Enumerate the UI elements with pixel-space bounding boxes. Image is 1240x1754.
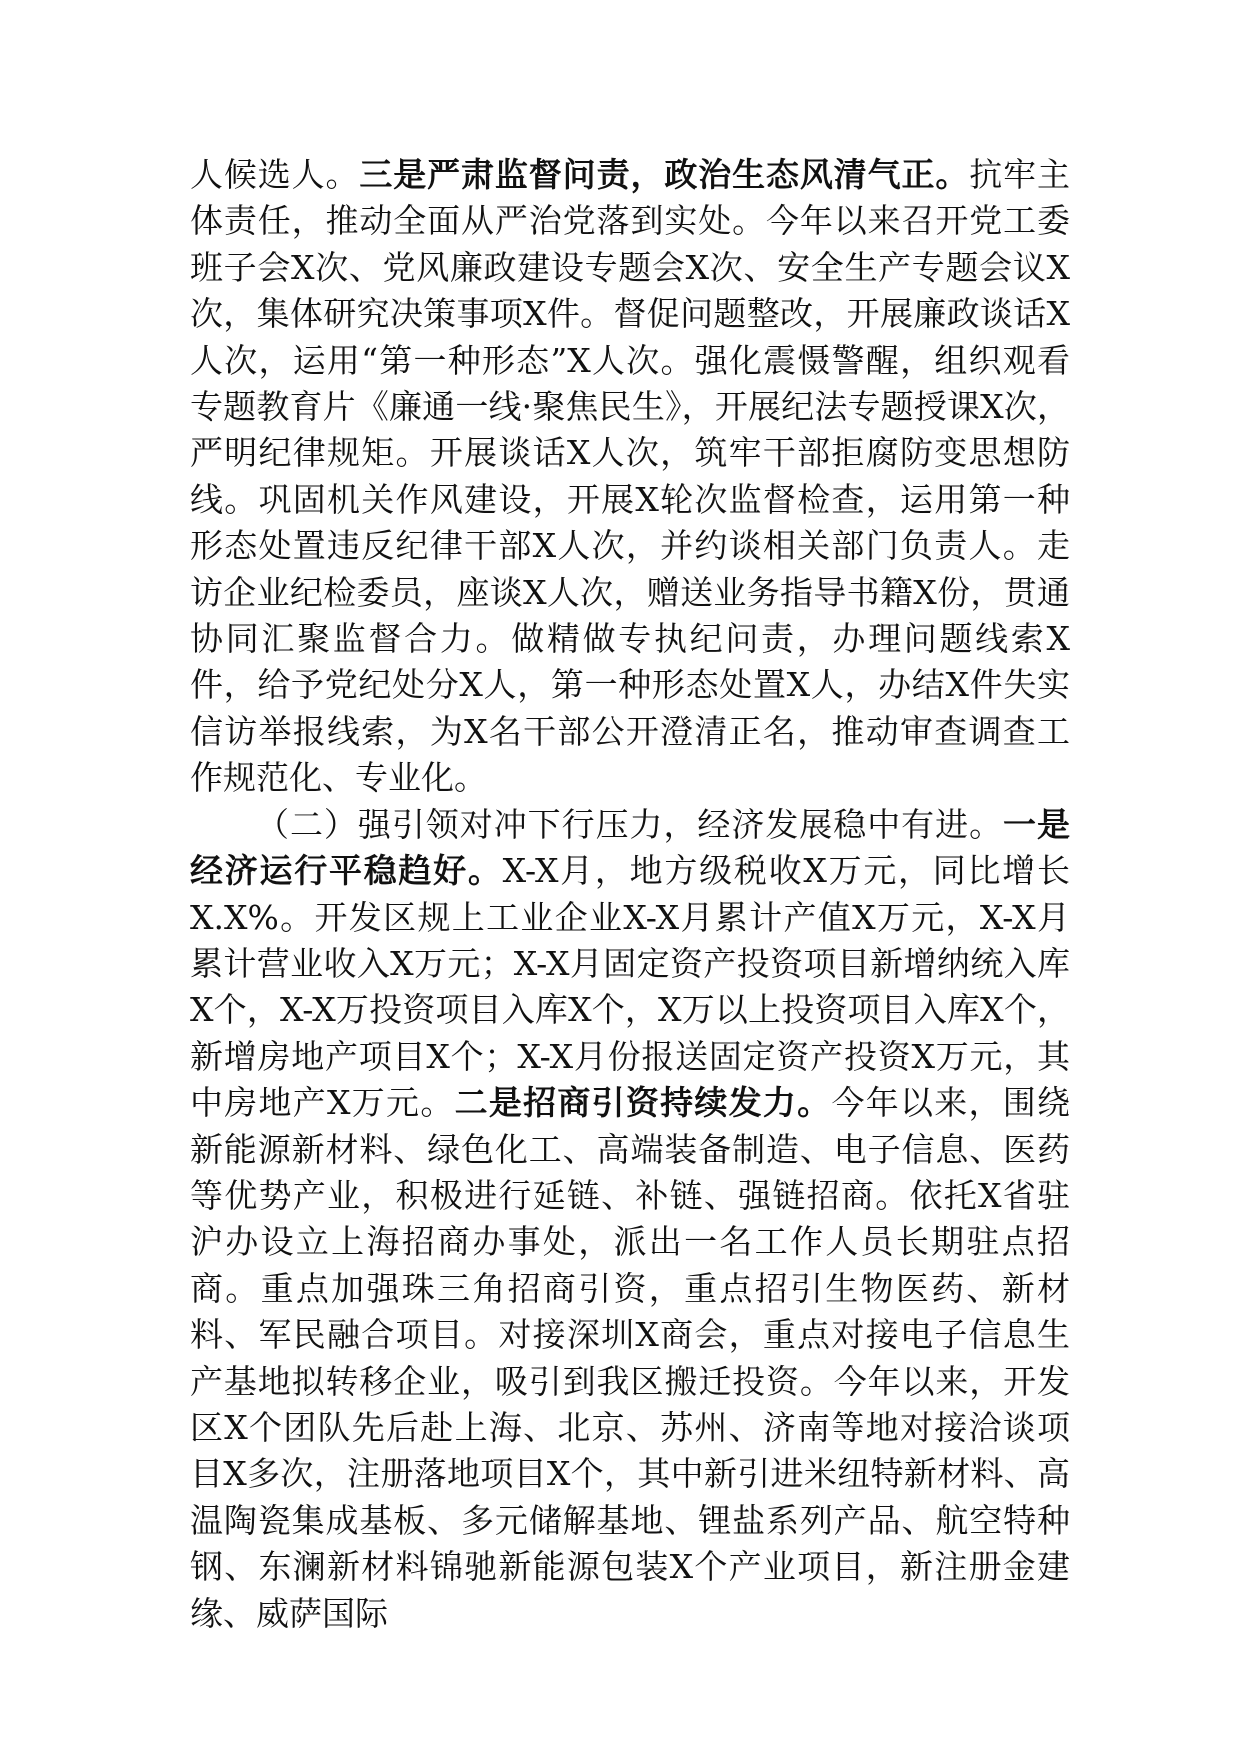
section-heading: （二）强引领对冲下行压力，经济发展稳中有进。: [256, 804, 1004, 844]
bold-heading: 二是招商引资持续发力。: [454, 1083, 832, 1123]
text-run: X-X月，地方级税收X万元，同比增长X.X%。开发区规上工业企业X-X月累计产值X万元，X-X月累计营业收入X万元；X-X月固定资产投资项目新增纳统入库X个，X-X万投资项目入库X个，X万以上投资项目入库X个，新增房地产项目X个；X-X月份报送固定资产投资X万元，其中房地产X万元。: [190, 851, 1071, 1123]
paragraph-supervision: [190, 152, 1070, 802]
paragraph-economy: [190, 802, 1070, 1637]
text-run: 人候选人。: [190, 155, 360, 194]
bold-heading: 一是经济运行平稳趋好。: [190, 804, 1071, 891]
text-run: 抗牢主体责任，推动全面从严治党落到实处。今年以来召开党工委班子会X次、党风廉政建设专题会X次、安全生产专题会议X次，集体研究决策事项X件。督促问题整改，开展廉政谈话X人次，运用“第一种形态”X人次。强化震慑警醒，组织观看专题教育片《廉通一线·聚焦民生》，开展纪法专题授课X次，严明纪律规矩。开展谈话X人次，筑牢干部拒腐防变思想防线。巩固机关作风建设，开展X轮次监督检查，运用第一种形态处置违反纪律干部X人次，并约谈相关部门负责人。走访企业纪检委员，座谈X人次，赠送业务指导书籍X份，贯通协同汇聚监督合力。做精做专执纪问责，办理问题线索X件，给予党纪处分X人，第一种形态处置X人，办结X件失实信访举报线索，为X名干部公开澄清正名，推动审查调查工作规范化、专业化。: [190, 155, 1071, 798]
text-run: 今年以来，围绕新能源新材料、绿色化工、高端装备制造、电子信息、医药等优势产业，积极进行延链、补链、强链招商。依托X省驻沪办设立上海招商办事处，派出一名工作人员长期驻点招商。重点加强珠三角招商引资，重点招引生物医药、新材料、军民融合项目。对接深圳X商会，重点对接电子信息生产基地拟转移企业，吸引到我区搬迁投资。今年以来，开发区X个团队先后赴上海、北京、苏州、济南等地对接洽谈项目X多次，注册落地项目X个，其中新引进米纽特新材料、高温陶瓷集成基板、多元储解基地、锂盐系列产品、航空特种钢、东澜新材料锦驰新能源包装X个产业项目，新注册金建缘、威萨国际: [190, 1083, 1071, 1633]
body-text: [190, 152, 1070, 1637]
bold-heading: 三是严肃监督问责，政治生态风清气正。: [359, 155, 970, 194]
